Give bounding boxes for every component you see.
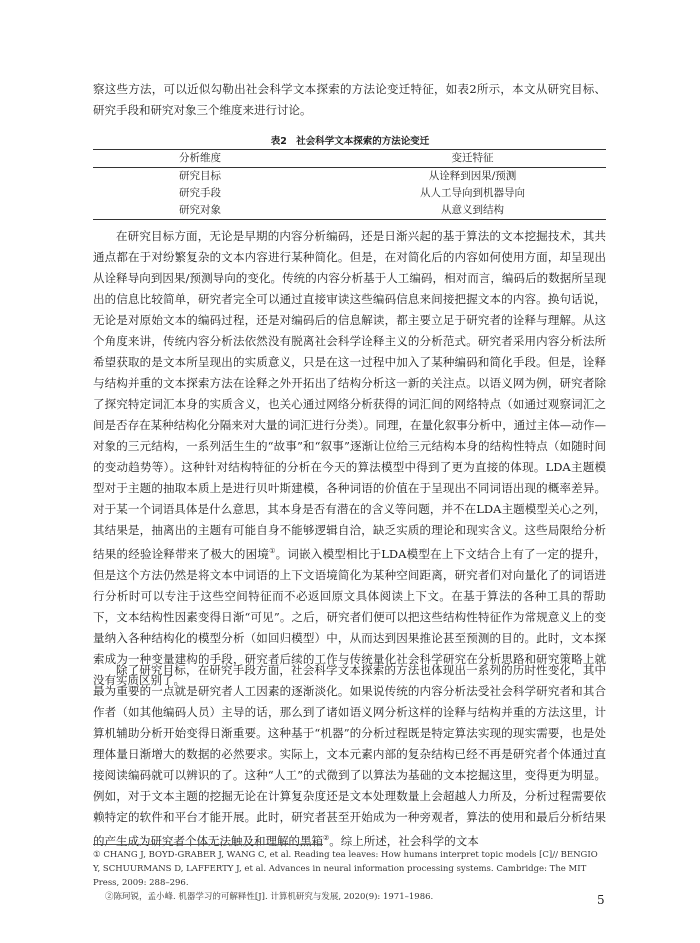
methodology-table	[93, 149, 606, 220]
footnote-ref-1[interactable]: ①	[269, 547, 276, 555]
table-row	[93, 202, 606, 220]
paragraph-text: 。综上所述，社会科学的文本	[329, 833, 479, 848]
table-row	[93, 168, 606, 186]
table-header-dimension: 分析维度	[179, 152, 221, 164]
intro-paragraph: 察这些方法，可以近似勾勒出社会科学文本探索的方法论变迁特征，如表2所示，本文从研究目标、研究手段和研究对象三个维度来进行讨论。	[93, 82, 606, 117]
table-cell: 从意义到结构	[441, 204, 504, 216]
table-cell: 从人工导向到机器导向	[420, 187, 525, 199]
table-caption: 表2 社会科学文本探索的方法论变迁	[270, 136, 430, 147]
table-row	[93, 185, 606, 202]
paragraph-research-goals	[93, 226, 606, 691]
table-cell: 研究手段	[179, 187, 221, 199]
table-cell: 研究对象	[179, 204, 221, 216]
paragraph-text: 除了研究目标，在研究手段方面，社会科学文本探索的方法也体现出一系列的历时性变化，其中最为重要的一点就是研究者人工因素的逐渐淡化。如果说传统的内容分析法受社会科学研究者和其合作者（如其他编码人员）主导的话，那么到了诸如语义网分析这样的诠释与结构并重的方法这里，计算机辅助分析开始变得日渐重要。这种基于“机器”的分析过程既是特定算法实现的现实需要，也是处理体量日渐增大的数据的必然要求。实际上，文本元素内部的复杂结构已经不再是研究者个体通过直接阅读编码就可以辨识的了。这种“人工”的式微到了以算法为基础的文本挖掘这里，变得更为明显。例如，对于文本主题的挖掘无论在计算复杂度还是文本处理数量上会超越人力所及，分析过程需要依赖特定的软件和平台才能开展。此时，研究者甚至开始成为一种旁观者，算法的使用和最后分析结果的产生成为研究者个体无法触及和理解的黑箱	[93, 663, 606, 848]
paragraph-text: 。词嵌入模型相比于LDA模型在上下文结合上有了一定的提升，但是这个方法仍然是将文本中词语的上下文语境简化为某种空间距离，研究者们对向量化了的词语进行分析时可以专注于这些空间特征而不必返回原文具体阅读上下文。在基于算法的各种工具的帮助下，文本结构性因素变得日渐“可见”。之后，研究者们便可以把这些结构性特征作为常规意义上的变量纳入各种结构化的模型分析（如回归模型）中，从而达到因果推论甚至预测的目的。此时，文本探索成为一种变量建构的手段，研究者后续的工作与传统量化社会科学研究在分析思路和研究策略上就没有实质区别了。	[93, 546, 606, 687]
footnote-ref-2[interactable]: ②	[323, 834, 330, 842]
table-cell: 研究目标	[179, 170, 221, 182]
paragraph-text: 在研究目标方面，无论是早期的内容分析编码，还是日渐兴起的基于算法的文本挖掘技术，其共通点都在于对纷繁复杂的文本内容进行某种简化。但是，在对简化后的内容如何使用方面，却呈现出从诠释导向到因果/预测导向的变化。传统的内容分析基于人工编码，相对而言，编码后的数据所呈现出的信息比较简单，研究者完全可以通过直接审读这些编码信息来间接把握文本的内容。换句话说，无论是对原始文本的编码过程，还是对编码后的信息解读，都主要立足于研究者的诠释与理解。从这个角度来讲，传统内容分析法依然没有脱离社会科学诠释主义的分析范式。研究者采用内容分析法所希望获取的是文本所呈现出的实质意义，只是在这一过程中加入了某种编码和简化手段。但是，诠释与结构并重的文本探索方法在诠释之外开拓出了结构分析这一新的关注点。以语义网为例，研究者除了探究特定词汇本身的实质含义，也关心通过网络分析获得的词汇间的网络特点（如通过观察词汇之间是否存在某种结构化分隔来对大量的词汇进行分类）。同理，在量化叙事分析中，通过主体—动作—对象的三元结构，一系列活生生的“故事”和“叙事”逐渐让位给三元结构本身的结构性特点（如随时间的变动趋势等）。这种针对结构特征的分析在今天的算法模型中得到了更为直接的体现。LDA主题模型对于主题的抽取本质上是进行贝叶斯建模，各种词语的价值在于呈现出不同词语出现的概率差异。对于某一个词语具体是什么意思，其本身是否有潜在的含义等问题，并不在LDA主题模型关心之列，其结果是，抽离出的主题有可能自身不能够逻辑自洽，缺乏实质的理论和现实含义。这些局限给分析结果的经验诠释带来了极大的困境	[93, 229, 606, 561]
page-number: 5	[597, 893, 605, 907]
footnote-divider	[93, 844, 323, 845]
footnotes	[93, 848, 606, 904]
footnote-1: ① CHANG J, BOYD-GRABER J, WANG C, et al. Reading tea leaves: How humans interpret topic models [C]// BENGIO Y, SCHUURMANS D, LAFFERTY J, et al. Advances in neural information processing systems. Cambridge: The MIT Press, 2009: 288–296.	[93, 850, 598, 888]
footnote-2: ②陈珂锐，孟小峰. 机器学习的可解释性[J]. 计算机研究与发展, 2020(9): 1971–1986.	[105, 892, 434, 902]
table-cell: 从诠释到因果/预测	[428, 170, 517, 182]
table-header-feature: 变迁特征	[451, 152, 494, 164]
table-header-row	[93, 150, 606, 168]
paragraph-research-means	[93, 660, 606, 852]
